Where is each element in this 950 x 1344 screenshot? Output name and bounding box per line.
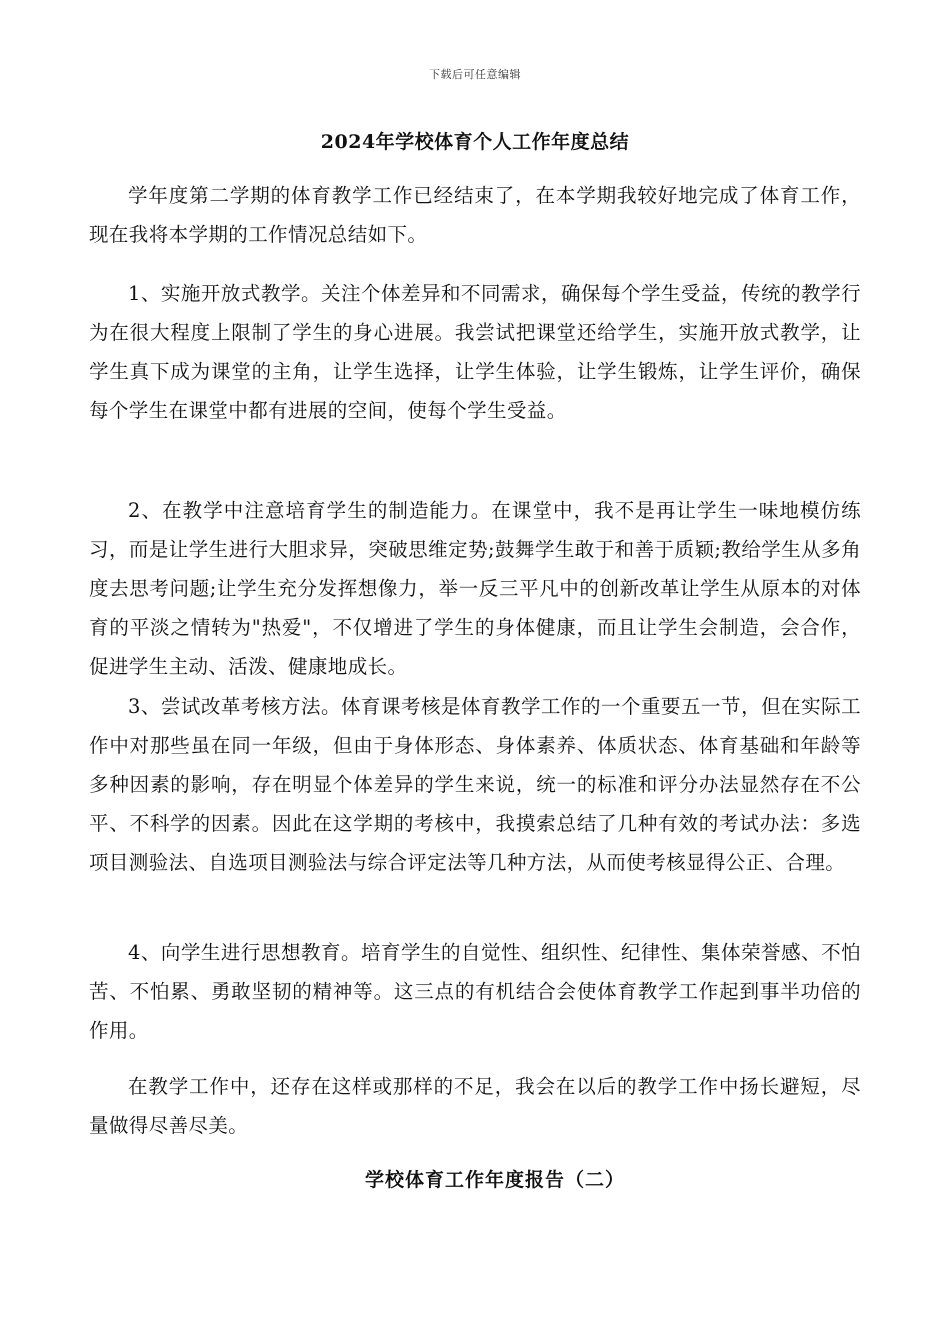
paragraph-item-1: 1、实施开放式教学。关注个体差异和不同需求，确保每个学生受益，传统的教学行为在很大程度上限制了学生的身心进展。我尝试把课堂还给学生，实施开放式教学，让学生真下成为课堂的主角，让学生选择，让学生体验，让学生锻炼，让学生评价，确保每个学生在课堂中都有进展的空间，使每个学生受益。 <box>89 282 861 422</box>
paragraph-intro: 学年度第二学期的体育教学工作已经结束了，在本学期我较好地完成了体育工作，现在我将本学期的工作情况总结如下。 <box>89 184 861 246</box>
paragraph-item-3: 3、尝试改革考核方法。体育课考核是体育教学工作的一个重要五一节，但在实际工作中对那些虽在同一年级，但由于身体形态、身体素养、体质状态、体育基础和年龄等多种因素的影响，存在明显个体差异的学生来说，统一的标准和评分办法显然存在不公平、不科学的因素。因此在这学期的考核中，我摸索总结了几种有效的考试办法：多选项目测验法、自选项目测验法与综合评定法等几种方法，从而使考核显得公正、合理。 <box>89 695 861 874</box>
header-note: 下载后可任意编辑 <box>429 68 521 81</box>
paragraph-item-4: 4、向学生进行思想教育。培育学生的自觉性、组织性、纪律性、集体荣誉感、不怕苦、不怕累、勇敢坚韧的精神等。这三点的有机结合会使体育教学工作起到事半功倍的作用。 <box>89 941 861 1042</box>
paragraph-closing: 在教学工作中，还存在这样或那样的不足，我会在以后的教学工作中扬长避短，尽量做得尽善尽美。 <box>89 1075 861 1137</box>
paragraph-item-2: 2、在教学中注意培育学生的制造能力。在课堂中，我不是再让学生一味地模仿练习，而是让学生进行大胆求异，突破思维定势;鼓舞学生敢于和善于质颖;教给学生从多角度去思考问题;让学生充分发挥想像力，举一反三平凡中的创新改革让学生从原本的对体育的平淡之情转为"热爱"，不仅增进了学生的身体健康，而且让学生会制造，会合作，促进学生主动、活泼、健康地成长。 <box>89 499 861 678</box>
section-heading: 学校体育工作年度报告（二） <box>364 1169 625 1191</box>
document-title: 2024年学校体育个人工作年度总结 <box>320 131 630 153</box>
